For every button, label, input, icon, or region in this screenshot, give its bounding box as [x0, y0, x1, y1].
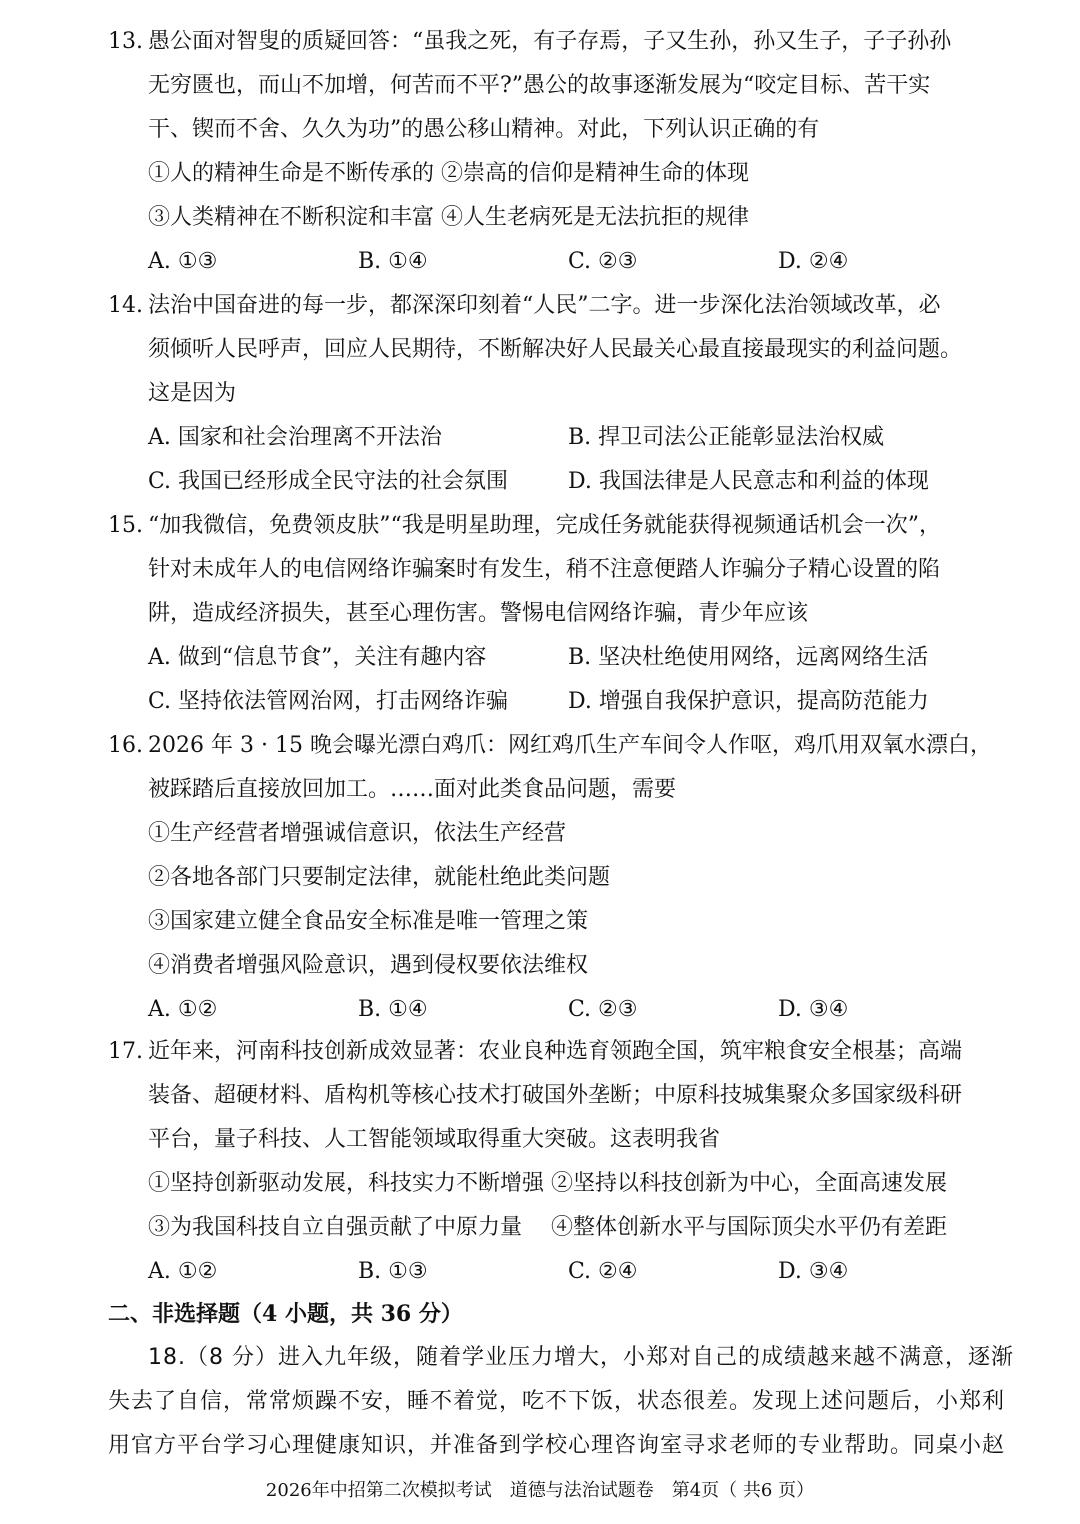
- question-number: 16.: [108, 733, 143, 758]
- statement-line: ①坚持创新驱动发展，科技实力不断增强 ②坚持以科技创新为中心，全面高速发展: [148, 1171, 947, 1196]
- options-row: [108, 1250, 988, 1294]
- statement-line: ④消费者增强风险意识，遇到侵权要依法维权: [148, 953, 589, 978]
- options-row: [108, 460, 988, 504]
- question-stem-line: 须倾听人民呼声，回应人民期待，不断解决好人民最关心最直接最现实的利益问题。: [148, 337, 963, 362]
- question-18: [108, 1336, 1014, 1468]
- option-d[interactable]: D. ③④: [778, 1259, 849, 1284]
- section-heading: 二、非选择题（4 小题，共 36 分）: [108, 1301, 463, 1327]
- question-stem-line: 2026 年 3 · 15 晚会曝光漂白鸡爪：网红鸡爪生产车间令人作呕，鸡爪用双氧水漂白，: [148, 733, 992, 758]
- question-stem-line: 愚公面对智叟的质疑回答：“虽我之死，有子存焉，子又生孙，孙又生子，子子孙孙: [148, 29, 952, 54]
- question-stem-line: 法治中国奋进的每一步，都深深印刻着“人民”二字。进一步深化法治领域改革，必: [148, 293, 941, 318]
- question-stem-line: 被踩踏后直接放回加工。……面对此类食品问题，需要: [148, 777, 677, 802]
- options-row: [108, 680, 988, 724]
- question-stem-line: 用官方平台学习心理健康知识，并准备到学校心理咨询室寻求老师的专业帮助。同桌小赵: [108, 1433, 1006, 1458]
- page-footer: 2026年中招第二次模拟考试 道德与法治试题卷 第4页（ 共6 页）: [265, 1480, 815, 1501]
- question-number: 17.: [108, 1039, 143, 1064]
- option-c[interactable]: C. 我国已经形成全民守法的社会氛围: [148, 469, 509, 494]
- option-c[interactable]: C. ②③: [568, 997, 638, 1022]
- question-stem-line: 装备、超硬材料、盾构机等核心技术打破国外垄断；中原科技城集聚众多国家级科研: [148, 1083, 963, 1108]
- statement-line: ①生产经营者增强诚信意识，依法生产经营: [148, 821, 567, 846]
- option-b[interactable]: B. 坚决杜绝使用网络，远离网络生活: [568, 645, 929, 670]
- option-b[interactable]: B. ①③: [358, 1259, 428, 1284]
- statement-line: ③人类精神在不断积淀和丰富 ④人生老病死是无法抗拒的规律: [148, 205, 749, 230]
- statement-line: ②各地各部门只要制定法律，就能杜绝此类问题: [148, 865, 611, 890]
- option-a[interactable]: A. ①②: [148, 1259, 218, 1284]
- question-13: [108, 20, 988, 284]
- option-a[interactable]: A. ①③: [148, 249, 218, 274]
- option-d[interactable]: D. 增强自我保护意识，提高防范能力: [568, 689, 929, 714]
- option-c[interactable]: C. 坚持依法管网治网，打击网络诈骗: [148, 689, 509, 714]
- question-stem-line: “加我微信，免费领皮肤”“我是明星助理，完成任务就能获得视频通话机会一次”，: [148, 513, 941, 538]
- question-stem-line: 阱，造成经济损失，甚至心理伤害。警惕电信网络诈骗，青少年应该: [148, 601, 809, 626]
- options-row: [108, 416, 988, 460]
- option-b[interactable]: B. 捍卫司法公正能彰显法治权威: [568, 425, 885, 450]
- question-stem-line: 近年来，河南科技创新成效显著：农业良种选育领跑全国，筑牢粮食安全根基；高端: [148, 1039, 963, 1064]
- option-a[interactable]: A. 国家和社会治理离不开法治: [148, 425, 442, 450]
- statement-line: ③国家建立健全食品安全标准是唯一管理之策: [148, 909, 589, 934]
- option-a[interactable]: A. 做到“信息节食”，关注有趣内容: [148, 645, 487, 670]
- question-stem-line: 无穷匮也，而山不加增，何苦而不平?”愚公的故事逐渐发展为“咬定目标、苦干实: [148, 73, 931, 98]
- question-number: 15.: [108, 513, 143, 538]
- option-a[interactable]: A. ①②: [148, 997, 218, 1022]
- question-stem-line: 针对未成年人的电信网络诈骗案时有发生，稍不注意便踏人诈骗分子精心设置的陷: [148, 557, 941, 582]
- question-stem-line: 平台，量子科技、人工智能领域取得重大突破。这表明我省: [148, 1127, 721, 1152]
- question-stem-line: 干、锲而不舍、久久为功”的愚公移山精神。对此，下列认识正确的有: [148, 117, 820, 142]
- question-17: [108, 1030, 988, 1294]
- option-c[interactable]: C. ②④: [568, 1259, 638, 1284]
- question-number: 14.: [108, 293, 143, 318]
- statement-line: ①人的精神生命是不断传承的 ②崇高的信仰是精神生命的体现: [148, 161, 749, 186]
- question-stem-line: 这是因为: [148, 381, 237, 406]
- question-15: [108, 504, 988, 724]
- option-d[interactable]: D. 我国法律是人民意志和利益的体现: [568, 469, 929, 494]
- question-stem-line: 18.（8 分）进入九年级，随着学业压力增大，小郑对自己的成绩越来越不满意，逐渐: [148, 1345, 1014, 1370]
- options-row: [108, 636, 988, 680]
- question-14: [108, 284, 988, 504]
- question-number: 13.: [108, 29, 143, 54]
- question-stem-line: 失去了自信，常常烦躁不安，睡不着觉，吃不下饭，状态很差。发现上述问题后，小郑利: [108, 1389, 1006, 1414]
- option-c[interactable]: C. ②③: [568, 249, 638, 274]
- question-16: [108, 724, 992, 1032]
- option-d[interactable]: D. ②④: [778, 249, 849, 274]
- options-row: [108, 988, 988, 1032]
- option-b[interactable]: B. ①④: [358, 249, 428, 274]
- options-row: [108, 240, 988, 284]
- option-b[interactable]: B. ①④: [358, 997, 428, 1022]
- statement-line: ③为我国科技自立自强贡献了中原力量 ④整体创新水平与国际顶尖水平仍有差距: [148, 1215, 947, 1240]
- option-d[interactable]: D. ③④: [778, 997, 849, 1022]
